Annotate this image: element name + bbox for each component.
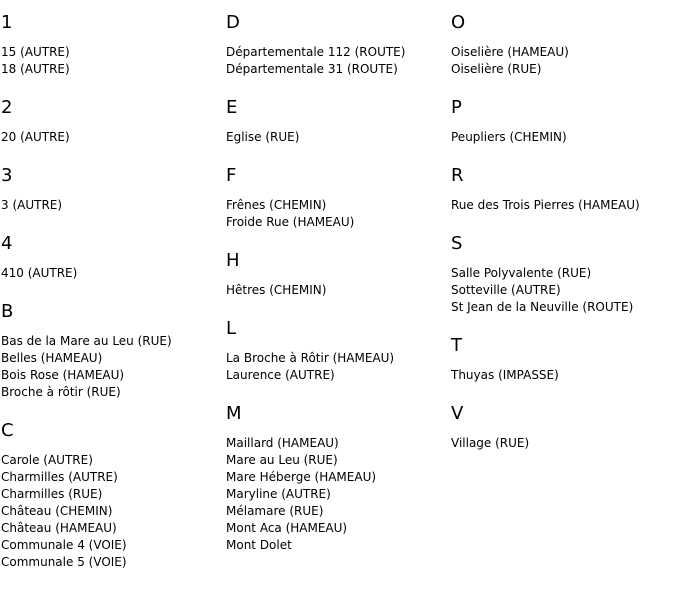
letter-heading: M	[226, 403, 242, 424]
index-column-2	[226, 12, 450, 554]
street-link[interactable]: Mélamare (RUE)	[226, 504, 324, 518]
letter-group-m	[226, 403, 450, 554]
street-link[interactable]: Oiselière (HAMEAU)	[451, 45, 569, 59]
street-link[interactable]: Eglise (RUE)	[226, 130, 300, 144]
letter-heading: 2	[1, 97, 13, 118]
letter-group-h	[226, 250, 450, 299]
street-link[interactable]: Château (HAMEAU)	[1, 521, 117, 535]
letter-heading: P	[451, 97, 462, 118]
index-column-1	[1, 12, 225, 571]
letter-heading: R	[451, 165, 464, 186]
letter-group-3	[1, 165, 225, 214]
street-link[interactable]: Mare Héberge (HAMEAU)	[226, 470, 377, 484]
letter-group-b	[1, 301, 225, 401]
letter-group-r	[451, 165, 675, 214]
letter-group-t	[451, 335, 675, 384]
street-link[interactable]: Peupliers (CHEMIN)	[451, 130, 567, 144]
street-link[interactable]: Château (CHEMIN)	[1, 504, 113, 518]
letter-group-f	[226, 165, 450, 231]
street-link[interactable]: Bas de la Mare au Leu (RUE)	[1, 334, 172, 348]
letter-group-e	[226, 97, 450, 146]
letter-heading: S	[451, 233, 463, 254]
letter-heading: C	[1, 420, 14, 441]
street-link[interactable]: Oiselière (RUE)	[451, 62, 542, 76]
street-link[interactable]: Thuyas (IMPASSE)	[451, 368, 559, 382]
letter-group-l	[226, 318, 450, 384]
street-link[interactable]: 18 (AUTRE)	[1, 62, 70, 76]
street-link[interactable]: Charmilles (AUTRE)	[1, 470, 118, 484]
street-link[interactable]: Carole (AUTRE)	[1, 453, 93, 467]
street-link[interactable]: St Jean de la Neuville (ROUTE)	[451, 300, 634, 314]
street-link[interactable]: Froide Rue (HAMEAU)	[226, 215, 355, 229]
letter-heading: 4	[1, 233, 13, 254]
letter-group-4	[1, 233, 225, 282]
street-link[interactable]: Mare au Leu (RUE)	[226, 453, 338, 467]
street-link[interactable]: Charmilles (RUE)	[1, 487, 103, 501]
street-link[interactable]: Frênes (CHEMIN)	[226, 198, 327, 212]
street-link[interactable]: Belles (HAMEAU)	[1, 351, 103, 365]
street-link[interactable]: Maryline (AUTRE)	[226, 487, 331, 501]
street-link[interactable]: Bois Rose (HAMEAU)	[1, 368, 125, 382]
letter-group-p	[451, 97, 675, 146]
letter-heading: E	[226, 97, 238, 118]
street-link[interactable]: Mont Aca (HAMEAU)	[226, 521, 348, 535]
letter-heading: O	[451, 12, 466, 33]
street-link[interactable]: Mont Dolet	[226, 538, 292, 552]
letter-heading: L	[226, 318, 237, 339]
letter-heading: T	[451, 335, 462, 356]
letter-heading: V	[451, 403, 464, 424]
letter-group-2	[1, 97, 225, 146]
street-link[interactable]: Départementale 31 (ROUTE)	[226, 62, 398, 76]
letter-group-v	[451, 403, 675, 452]
letter-group-s	[451, 233, 675, 316]
street-link[interactable]: Sotteville (AUTRE)	[451, 283, 561, 297]
index-column-3	[451, 12, 675, 452]
street-link[interactable]: Rue des Trois Pierres (HAMEAU)	[451, 198, 640, 212]
street-link[interactable]: 15 (AUTRE)	[1, 45, 70, 59]
street-link[interactable]: 20 (AUTRE)	[1, 130, 70, 144]
letter-heading: B	[1, 301, 14, 322]
street-link[interactable]: 410 (AUTRE)	[1, 266, 78, 280]
street-link[interactable]: La Broche à Rôtir (HAMEAU)	[226, 351, 395, 365]
letter-heading: H	[226, 250, 240, 271]
letter-heading: D	[226, 12, 240, 33]
letter-heading: 3	[1, 165, 13, 186]
street-link[interactable]: Communale 5 (VOIE)	[1, 555, 127, 569]
street-link[interactable]: Départementale 112 (ROUTE)	[226, 45, 406, 59]
letter-group-c	[1, 420, 225, 571]
street-link[interactable]: Salle Polyvalente (RUE)	[451, 266, 592, 280]
street-link[interactable]: Village (RUE)	[451, 436, 530, 450]
street-link[interactable]: Broche à rôtir (RUE)	[1, 385, 121, 399]
letter-group-1	[1, 12, 225, 78]
letter-heading: F	[226, 165, 237, 186]
letter-heading: 1	[1, 12, 13, 33]
street-link[interactable]: 3 (AUTRE)	[1, 198, 63, 212]
street-link[interactable]: Laurence (AUTRE)	[226, 368, 335, 382]
letter-group-d	[226, 12, 450, 78]
letter-group-o	[451, 12, 675, 78]
street-link[interactable]: Maillard (HAMEAU)	[226, 436, 339, 450]
street-link[interactable]: Hêtres (CHEMIN)	[226, 283, 327, 297]
street-link[interactable]: Communale 4 (VOIE)	[1, 538, 127, 552]
